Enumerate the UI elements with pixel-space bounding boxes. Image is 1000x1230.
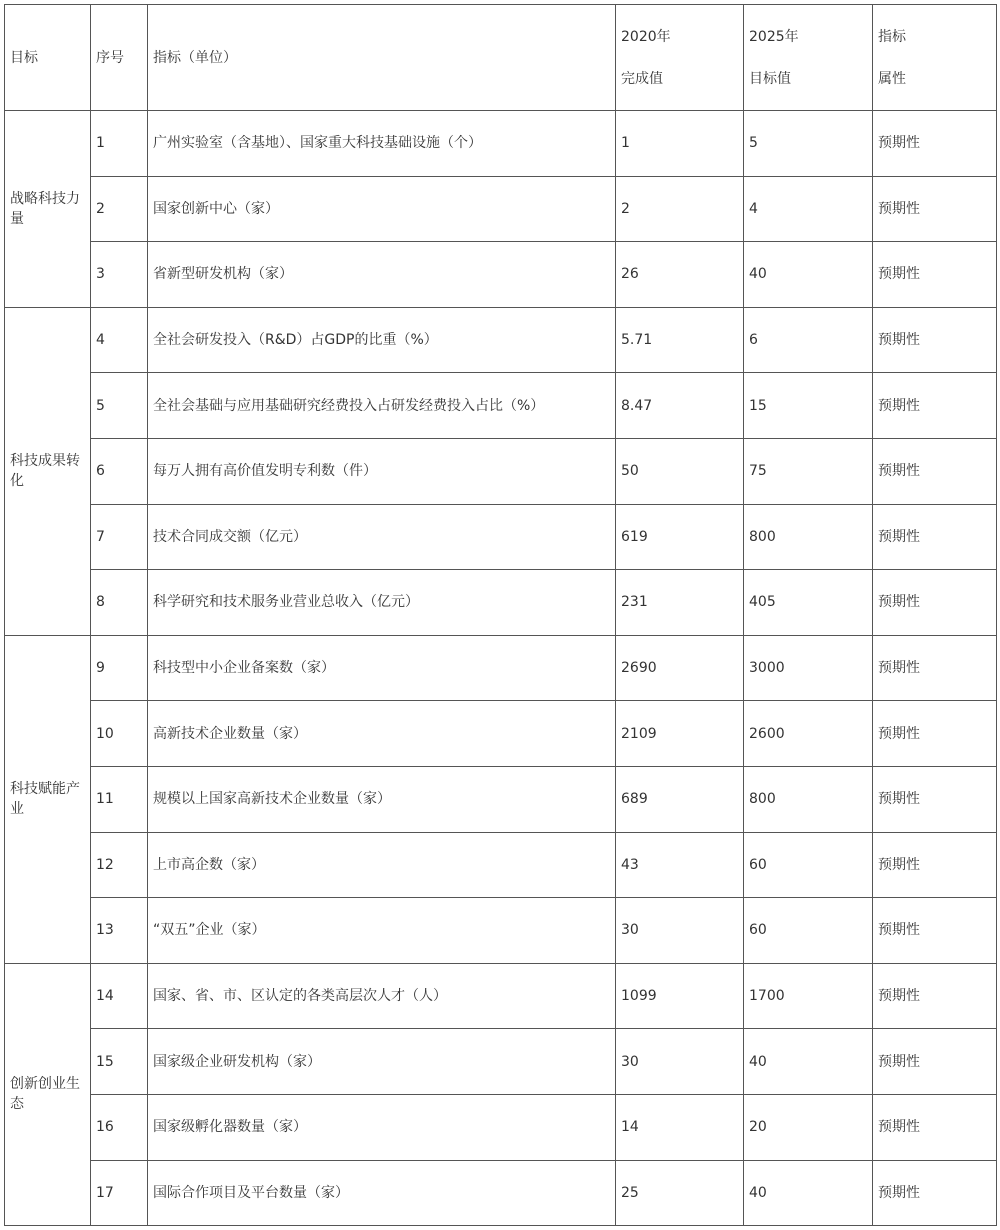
seq-cell: 10 bbox=[91, 701, 148, 767]
indicator-cell: 高新技术企业数量（家） bbox=[148, 701, 616, 767]
header-2025 bbox=[744, 5, 873, 111]
table-row bbox=[5, 898, 997, 964]
header-attribute-line2: 属性 bbox=[878, 70, 906, 87]
header-2025-year: 2025年 bbox=[749, 28, 799, 45]
seq-cell: 16 bbox=[91, 1094, 148, 1160]
attribute-cell: 预期性 bbox=[873, 898, 997, 964]
indicator-cell: 国家级企业研发机构（家） bbox=[148, 1029, 616, 1095]
attribute-cell: 预期性 bbox=[873, 1029, 997, 1095]
value-2020-cell: 689 bbox=[616, 766, 744, 832]
indicator-cell: 国家级孵化器数量（家） bbox=[148, 1094, 616, 1160]
seq-cell: 7 bbox=[91, 504, 148, 570]
seq-cell: 12 bbox=[91, 832, 148, 898]
seq-cell: 3 bbox=[91, 242, 148, 308]
value-2025-cell: 40 bbox=[744, 1160, 873, 1226]
value-2025-cell: 5 bbox=[744, 111, 873, 177]
seq-cell: 13 bbox=[91, 898, 148, 964]
header-attribute-line1: 指标 bbox=[878, 28, 906, 45]
value-2025-cell: 20 bbox=[744, 1094, 873, 1160]
seq-cell: 4 bbox=[91, 307, 148, 373]
goal-cell: 战略科技力量 bbox=[5, 111, 91, 308]
value-2025-cell: 2600 bbox=[744, 701, 873, 767]
indicator-cell: 国家、省、市、区认定的各类高层次人才（人） bbox=[148, 963, 616, 1029]
seq-cell: 11 bbox=[91, 766, 148, 832]
table-row bbox=[5, 832, 997, 898]
goal-cell: 科技成果转化 bbox=[5, 307, 91, 635]
attribute-cell: 预期性 bbox=[873, 570, 997, 636]
value-2020-cell: 30 bbox=[616, 898, 744, 964]
table-row bbox=[5, 963, 997, 1029]
value-2020-cell: 1099 bbox=[616, 963, 744, 1029]
table-row bbox=[5, 242, 997, 308]
table-row bbox=[5, 438, 997, 504]
indicator-cell: 广州实验室（含基地）、国家重大科技基础设施（个） bbox=[148, 111, 616, 177]
value-2020-cell: 26 bbox=[616, 242, 744, 308]
indicator-cell: 国际合作项目及平台数量（家） bbox=[148, 1160, 616, 1226]
table-row bbox=[5, 701, 997, 767]
header-row bbox=[5, 5, 997, 111]
indicator-cell: 科学研究和技术服务业营业总收入（亿元） bbox=[148, 570, 616, 636]
attribute-cell: 预期性 bbox=[873, 242, 997, 308]
table-row bbox=[5, 635, 997, 701]
value-2020-cell: 231 bbox=[616, 570, 744, 636]
table-row bbox=[5, 1029, 997, 1095]
table-row bbox=[5, 1094, 997, 1160]
header-2020-label: 完成值 bbox=[621, 70, 663, 87]
table-row bbox=[5, 176, 997, 242]
value-2020-cell: 43 bbox=[616, 832, 744, 898]
seq-cell: 5 bbox=[91, 373, 148, 439]
indicator-cell: 技术合同成交额（亿元） bbox=[148, 504, 616, 570]
attribute-cell: 预期性 bbox=[873, 111, 997, 177]
value-2025-cell: 75 bbox=[744, 438, 873, 504]
indicator-cell: 科技型中小企业备案数（家） bbox=[148, 635, 616, 701]
attribute-cell: 预期性 bbox=[873, 307, 997, 373]
header-indicator: 指标（单位） bbox=[148, 5, 616, 111]
seq-cell: 9 bbox=[91, 635, 148, 701]
table-row bbox=[5, 373, 997, 439]
attribute-cell: 预期性 bbox=[873, 1094, 997, 1160]
value-2025-cell: 60 bbox=[744, 832, 873, 898]
header-goal: 目标 bbox=[5, 5, 91, 111]
seq-cell: 17 bbox=[91, 1160, 148, 1226]
attribute-cell: 预期性 bbox=[873, 963, 997, 1029]
attribute-cell: 预期性 bbox=[873, 373, 997, 439]
value-2025-cell: 4 bbox=[744, 176, 873, 242]
value-2020-cell: 2 bbox=[616, 176, 744, 242]
table-row bbox=[5, 111, 997, 177]
attribute-cell: 预期性 bbox=[873, 701, 997, 767]
attribute-cell: 预期性 bbox=[873, 1160, 997, 1226]
attribute-cell: 预期性 bbox=[873, 766, 997, 832]
goal-cell: 科技赋能产业 bbox=[5, 635, 91, 963]
attribute-cell: 预期性 bbox=[873, 176, 997, 242]
header-2020-year: 2020年 bbox=[621, 28, 671, 45]
value-2020-cell: 14 bbox=[616, 1094, 744, 1160]
header-attribute bbox=[873, 5, 997, 111]
value-2020-cell: 2109 bbox=[616, 701, 744, 767]
value-2020-cell: 619 bbox=[616, 504, 744, 570]
seq-cell: 1 bbox=[91, 111, 148, 177]
value-2025-cell: 800 bbox=[744, 504, 873, 570]
seq-cell: 15 bbox=[91, 1029, 148, 1095]
attribute-cell: 预期性 bbox=[873, 635, 997, 701]
indicator-cell: “双五”企业（家） bbox=[148, 898, 616, 964]
indicator-cell: 规模以上国家高新技术企业数量（家） bbox=[148, 766, 616, 832]
value-2025-cell: 40 bbox=[744, 1029, 873, 1095]
table-row bbox=[5, 766, 997, 832]
attribute-cell: 预期性 bbox=[873, 504, 997, 570]
seq-cell: 14 bbox=[91, 963, 148, 1029]
value-2025-cell: 6 bbox=[744, 307, 873, 373]
attribute-cell: 预期性 bbox=[873, 832, 997, 898]
value-2020-cell: 2690 bbox=[616, 635, 744, 701]
table-row bbox=[5, 1160, 997, 1226]
indicator-cell: 上市高企数（家） bbox=[148, 832, 616, 898]
value-2025-cell: 800 bbox=[744, 766, 873, 832]
indicator-cell: 每万人拥有高价值发明专利数（件） bbox=[148, 438, 616, 504]
goal-cell: 创新创业生态 bbox=[5, 963, 91, 1225]
value-2025-cell: 3000 bbox=[744, 635, 873, 701]
indicator-cell: 省新型研发机构（家） bbox=[148, 242, 616, 308]
value-2025-cell: 40 bbox=[744, 242, 873, 308]
value-2020-cell: 5.71 bbox=[616, 307, 744, 373]
indicator-table bbox=[4, 4, 997, 1226]
seq-cell: 8 bbox=[91, 570, 148, 636]
value-2025-cell: 405 bbox=[744, 570, 873, 636]
value-2025-cell: 15 bbox=[744, 373, 873, 439]
table-row bbox=[5, 504, 997, 570]
indicator-cell: 全社会基础与应用基础研究经费投入占研发经费投入占比（%） bbox=[148, 373, 616, 439]
seq-cell: 2 bbox=[91, 176, 148, 242]
attribute-cell: 预期性 bbox=[873, 438, 997, 504]
indicator-cell: 全社会研发投入（R&D）占GDP的比重（%） bbox=[148, 307, 616, 373]
value-2020-cell: 30 bbox=[616, 1029, 744, 1095]
table-row bbox=[5, 570, 997, 636]
indicator-cell: 国家创新中心（家） bbox=[148, 176, 616, 242]
header-2025-label: 目标值 bbox=[749, 70, 791, 87]
header-2020 bbox=[616, 5, 744, 111]
value-2020-cell: 25 bbox=[616, 1160, 744, 1226]
seq-cell: 6 bbox=[91, 438, 148, 504]
table-row bbox=[5, 307, 997, 373]
value-2020-cell: 1 bbox=[616, 111, 744, 177]
header-seq: 序号 bbox=[91, 5, 148, 111]
value-2025-cell: 60 bbox=[744, 898, 873, 964]
value-2020-cell: 50 bbox=[616, 438, 744, 504]
value-2020-cell: 8.47 bbox=[616, 373, 744, 439]
value-2025-cell: 1700 bbox=[744, 963, 873, 1029]
